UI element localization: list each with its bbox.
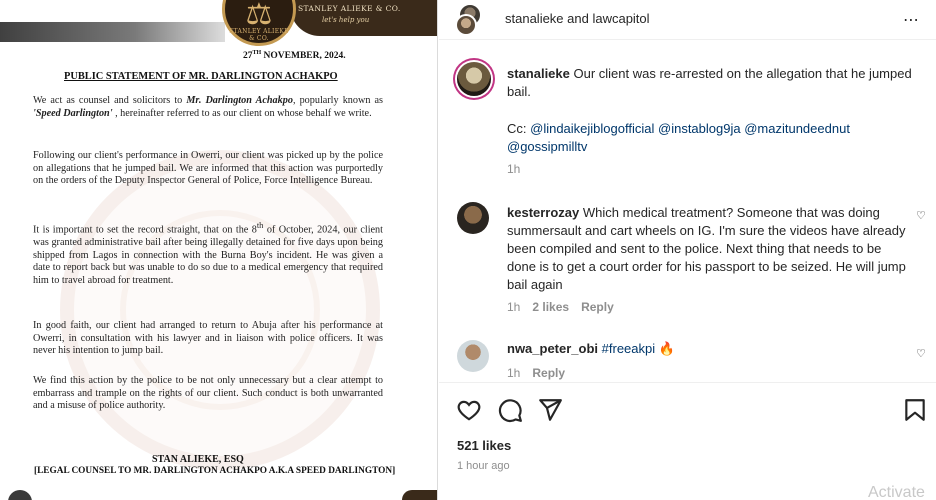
timestamp[interactable]: 1h [507,162,521,176]
post-authors[interactable]: stanalieke and lawcapitol [505,11,650,26]
mention-link[interactable]: @gossipmilltv [507,139,588,154]
like-count[interactable]: 521 likes [457,438,512,453]
avatar[interactable] [457,202,489,234]
collab-avatars[interactable] [455,4,489,36]
paragraph: We find this action by the police to be not only unnecessary but a clear attempt to embarrass and trample on the rights of our client. Such conduct is both unwarranted and a misuse of police authority. [33,375,383,412]
bookmark-icon[interactable] [902,397,928,423]
paragraph: It is important to set the record straight, that on the 8th of October, 2024, our client was granted administrative bail after being illegally detained for five days upon being shipped from Lagos in connection with the Burna Boy's incident. He was given a date to report back but was unable to do so due to a medical emergency that required him to travel abroad for treatment. [33,220,383,286]
mention-link[interactable]: @mazitundeednut [744,121,850,136]
caption-tags: Cc: @lindaikejiblogofficial @instablog9ja @mazitundeednut @gossipmilltv [507,121,850,154]
activate-windows-watermark: Activate [868,484,925,500]
avatar[interactable] [457,340,489,372]
paragraph: Following our client's performance in Owerri, our client was picked up by the police on allegations that he jumped bail. We are informed that this action was purportedly on the orders of the Deputy Inspector General of Police, Force Intelligence Bureau. [33,150,383,187]
comment-likes[interactable]: 2 likes [532,300,570,314]
comment-username[interactable]: kesterrozay [507,205,580,220]
post-time: 1 hour ago [457,460,510,472]
caption-text: stanalieke Our client was re-arrested on the allegation that he jumped bail. [507,66,912,99]
signature-name: STAN ALIEKE, ESQ [152,454,244,465]
fire-emoji: 🔥 [658,341,675,356]
paragraph: We act as counsel and solicitors to Mr. Darlington Achakpo, popularly known as 'Speed Darlington' , hereinafter referred to as our client on whose behalf we write. [33,95,383,119]
comment-icon[interactable] [497,397,523,423]
caption-username[interactable]: stanalieke [507,66,570,81]
like-icon[interactable] [456,397,482,423]
letterhead [0,0,438,44]
document-date: 27TH NOVEMBER, 2024. [243,50,346,62]
avatar [455,14,477,36]
more-options-icon[interactable]: ⋯ [903,10,920,29]
share-icon[interactable] [537,397,563,423]
hashtag-link[interactable]: #freeakpi [601,341,656,356]
avatar[interactable] [457,62,491,96]
logo-text: STANLEY ALIEKE & CO. [229,28,289,42]
timestamp[interactable]: 1h [507,300,521,314]
paragraph: In good faith, our client had arranged to return to Abuja after his performance at Owerri, in consultation with his lawyer and in liaison with police officers. It was never his intention to jump bail. [33,320,383,357]
scales-icon: ⚖ [245,0,273,32]
post-side-panel: stanalieke and lawcapitol ⋯ stanalieke Our client was re-arrested on the allegation that he jumped bail. Cc: @lindaikejiblogofficial @instablog9ja @mazitundeednut @gossipmilltv 1h kesterrozay Which medical treatment? Someone that was doing summersault and cart wheels on IG. I'm sure the videos have already been compiled and sent to the police. Next thing that needs to be done is to get a court order for his passport to be seized. He will jump bail again 1h 2 likes Reply ♡ nwa_peter_obi #freeakpi 🔥 1h Reply ♡ 521 likes 1 hour ago [439,0,936,500]
mention-link[interactable]: @instablog9ja [658,121,741,136]
firm-tagline: let's help you [322,16,370,24]
firm-name: STANLEY ALIEKE & CO. [298,4,401,13]
reply-button[interactable]: Reply [581,300,614,314]
comment-username[interactable]: nwa_peter_obi [507,341,599,356]
timestamp[interactable]: 1h [507,366,521,380]
post-actions [439,382,936,500]
heart-icon[interactable]: ♡ [916,209,926,222]
post-image [0,0,438,500]
signature-role: [LEGAL COUNSEL TO MR. DARLINGTON ACHAKPO A.K.A SPEED DARLINGTON] [34,466,396,476]
comment-meta [507,300,626,314]
document-heading: PUBLIC STATEMENT OF MR. DARLINGTON ACHAKPO [64,71,338,82]
heart-icon[interactable]: ♡ [916,347,926,360]
reply-button[interactable]: Reply [532,366,566,380]
post-header [439,0,936,40]
mention-link[interactable]: @lindaikejiblogofficial [530,121,655,136]
comment-meta [507,366,577,380]
